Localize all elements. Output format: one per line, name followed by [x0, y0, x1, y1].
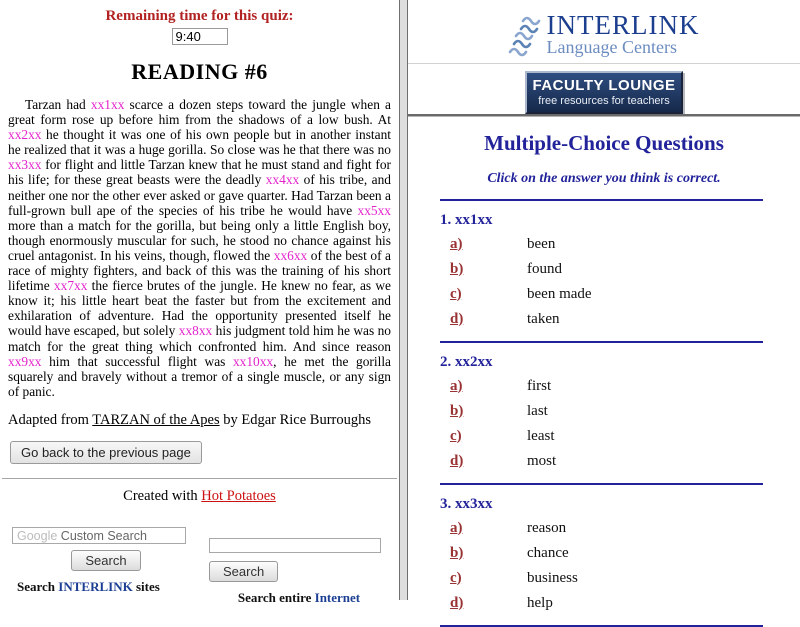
brand-name: INTERLINK	[546, 10, 700, 40]
faculty-lounge-subtitle: free resources for teachers	[538, 95, 670, 107]
option-answer-text: business	[527, 569, 578, 586]
answer-option-row	[450, 426, 800, 446]
passage-text: scarce a dozen steps toward the jungle when a great form rose up before him from the shadows of a low bush. At	[8, 97, 391, 128]
passage-text: he thought it was one of his own people but in another instant he realized that it was a huge gorilla. So close was he that there was no	[8, 127, 391, 158]
reading-title: READING #6	[131, 59, 268, 84]
gap-placeholder: xx7xx	[53, 278, 88, 294]
option-answer-text: least	[527, 427, 555, 444]
faculty-lounge-title: FACULTY LOUNGE	[532, 77, 676, 94]
option-answer-text: chance	[527, 544, 569, 561]
answer-option-row	[450, 568, 800, 588]
credit-prefix: Created with	[123, 487, 202, 504]
gap-placeholder: xx9xx	[8, 353, 42, 369]
passage-text: of his tribe, and neither one nor the other ever asked or gave quarter. Had Tarzan been a full-grown bull ape of the species of his tribe he would have	[8, 172, 391, 218]
answer-option-row	[450, 451, 800, 471]
questions-heading: Multiple-Choice Questions	[484, 131, 724, 155]
search-section	[0, 527, 399, 606]
internet-search-caption	[209, 590, 389, 606]
question-block	[440, 496, 800, 613]
answer-option-row	[450, 376, 800, 396]
question-header: 3. xx3xx	[440, 496, 493, 512]
gap-placeholder: xx2xx	[8, 127, 42, 143]
search-sites-button[interactable]: Search	[71, 550, 140, 571]
attribution-suffix: by Edgar Rice Burroughs	[219, 411, 372, 428]
option-answer-text: taken	[527, 310, 560, 327]
question-header: 2. xx2xx	[440, 354, 493, 370]
frame-border-vertical[interactable]	[399, 0, 408, 600]
question-divider	[440, 483, 763, 485]
gap-placeholder: xx8xx	[178, 323, 213, 339]
option-letter-link[interactable]: d)	[450, 594, 464, 611]
google-custom-search-input[interactable]	[12, 527, 186, 544]
brand-subtitle: Language Centers	[546, 37, 677, 57]
question-divider	[440, 199, 763, 201]
passage-text: the fierce brutes of the jungle. He knew no fear, as we know it; his little heart beat the faster but from the excitement and exhilaration of adventure. Had the opportunity presented itself he would have escaped, but solely	[8, 278, 391, 339]
option-answer-text: been	[527, 235, 556, 252]
gap-placeholder: xx6xx	[273, 247, 308, 263]
internet-search-input[interactable]	[209, 538, 381, 553]
passage	[8, 97, 391, 399]
logo-text	[547, 12, 700, 56]
caption-pre: Search	[17, 578, 59, 594]
custom-search-placeholder: Custom Search	[60, 528, 147, 543]
option-letter-link[interactable]: b)	[450, 544, 464, 561]
google-watermark: Google	[17, 528, 58, 543]
answer-option-row	[450, 518, 800, 538]
questions-list	[408, 199, 800, 627]
questions-frame	[408, 117, 800, 627]
credit-line	[0, 488, 399, 505]
passage-text: him that successful flight was	[41, 353, 233, 369]
gap-placeholder: xx4xx	[265, 172, 300, 188]
site-search-caption	[17, 579, 200, 595]
option-answer-text: been made	[527, 285, 592, 302]
option-letter-link[interactable]: c)	[450, 569, 462, 586]
gap-placeholder: xx1xx	[90, 97, 125, 112]
answer-option-row	[450, 309, 800, 329]
left-frame-divider	[2, 478, 397, 479]
questions-instruction: Click on the answer you think is correct.	[487, 171, 721, 186]
option-letter-link[interactable]: c)	[450, 285, 462, 302]
option-letter-link[interactable]: b)	[450, 260, 464, 277]
answer-option-row	[450, 284, 800, 304]
timer-label: Remaining time for this quiz:	[105, 8, 294, 24]
passage-text: of the best of a race of mighty fighters, and back of this was the training of his short lifetime	[8, 247, 391, 294]
option-letter-link[interactable]: d)	[450, 310, 464, 327]
gap-placeholder: xx10xx	[232, 353, 274, 369]
interlink-sites-link[interactable]: INTERLINK	[58, 578, 133, 594]
option-answer-text: found	[527, 260, 562, 277]
gap-placeholder: xx3xx	[8, 157, 42, 173]
back-button[interactable]: Go back to the previous page	[10, 441, 202, 464]
question-divider	[440, 341, 763, 343]
question-block	[440, 212, 800, 329]
passage-text: for flight and little Tarzan knew that he must stand and fight for his life; for these great beasts were the deadly	[8, 157, 391, 188]
caption-pre: Search entire	[237, 589, 315, 605]
gap-placeholder: xx5xx	[357, 202, 391, 218]
option-letter-link[interactable]: a)	[450, 377, 463, 394]
site-search-column	[12, 527, 200, 606]
option-answer-text: last	[527, 402, 548, 419]
faculty-lounge-banner[interactable]	[525, 71, 683, 114]
interlink-logo[interactable]	[408, 12, 800, 58]
question-block	[440, 354, 800, 471]
question-header: 1. xx1xx	[440, 212, 493, 228]
answer-option-row	[450, 593, 800, 613]
option-answer-text: first	[527, 377, 552, 394]
option-letter-link[interactable]: b)	[450, 402, 464, 419]
caption-post: sites	[132, 578, 160, 594]
logo-frame	[408, 0, 800, 114]
passage-text: , he met the gorilla squarely and bravely without a tremor of a single muscle, or any sign of panic.	[8, 353, 391, 399]
logo-divider	[408, 63, 800, 64]
option-letter-link[interactable]: d)	[450, 452, 464, 469]
answer-option-row	[450, 259, 800, 279]
option-answer-text: help	[527, 594, 553, 611]
answer-option-row	[450, 543, 800, 563]
search-internet-button[interactable]: Search	[209, 561, 278, 582]
tarzan-link[interactable]: TARZAN of the Apes	[92, 411, 220, 428]
option-letter-link[interactable]: a)	[450, 235, 463, 252]
internet-search-column	[209, 527, 389, 606]
passage-text: his judgment told him he was no match for the great thing which confronted him. And since reason	[8, 323, 391, 354]
right-column	[408, 0, 800, 611]
passage-text: Tarzan had	[25, 97, 91, 112]
timer-input-wrap	[0, 28, 399, 46]
internet-link[interactable]: Internet	[314, 589, 361, 605]
option-letter-link[interactable]: c)	[450, 427, 462, 444]
answer-option-row	[450, 234, 800, 254]
reading-frame	[0, 0, 399, 605]
option-answer-text: most	[527, 452, 557, 469]
option-answer-text: reason	[527, 519, 567, 536]
attribution-prefix: Adapted from	[8, 411, 93, 428]
passage-text: more than a match for the gorilla, but being only a little English boy, though enormously muscular for such, he stood no chance against his cruel antagonist. In his veins, though, flowed the	[8, 217, 391, 263]
option-letter-link[interactable]: a)	[450, 519, 463, 536]
timer-input[interactable]	[172, 28, 228, 45]
attribution	[8, 412, 391, 429]
hot-potatoes-link[interactable]: Hot Potatoes	[201, 487, 276, 504]
answer-option-row	[450, 401, 800, 421]
interlink-waves-icon	[509, 14, 543, 58]
